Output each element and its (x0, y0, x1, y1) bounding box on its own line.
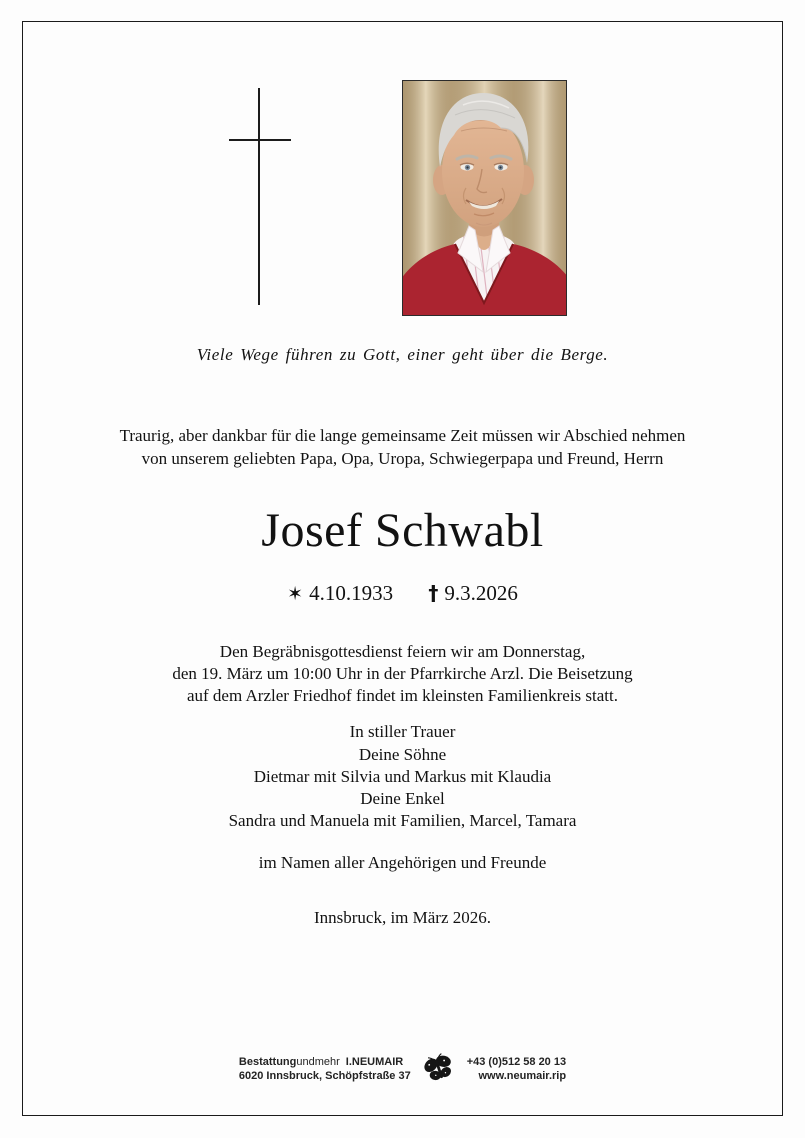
portrait-photo (402, 80, 567, 316)
brand-light-text: undmehr (296, 1056, 340, 1068)
phone-text: +43 (0)512 58 20 13 (466, 1056, 567, 1068)
death-cross-icon: † (428, 581, 439, 605)
family-line: Deine Enkel (360, 789, 445, 808)
birth-date-text: 4.10.1933 (309, 581, 394, 605)
family-line: Deine Söhne (358, 745, 447, 764)
place-and-date: Innsbruck, im März 2026. (313, 908, 492, 927)
address-text: 6020 Innsbruck, Schöpfstraße 37 (238, 1070, 411, 1082)
portrait-illustration (403, 81, 566, 315)
family-line: Sandra und Manuela mit Familien, Marcel, Tamara (228, 811, 577, 830)
death-date (428, 581, 518, 605)
memorial-quote: Viele Wege führen zu Gott, einer geht über die Berge. (196, 345, 609, 364)
brand-name-text: I.NEUMAIR (345, 1056, 404, 1068)
butterfly-logo-icon (422, 1052, 456, 1086)
mourning-closing: im Namen aller Angehörigen und Freunde (258, 853, 547, 872)
birth-date (287, 581, 393, 605)
cross-horizontal-bar (229, 139, 291, 141)
birth-star-icon: ✶ (287, 583, 304, 605)
website-text: www.neumair.rip (478, 1070, 567, 1082)
mourning-header: In stiller Trauer (349, 722, 456, 741)
funeral-line: auf dem Arzler Friedhof findet im kleinsten Familienkreis statt. (186, 686, 619, 705)
brand-line (239, 1055, 411, 1069)
contact-info (467, 1055, 566, 1083)
funeral-line: den 19. März um 10:00 Uhr in der Pfarrkirche Arzl. Die Beisetzung (172, 664, 633, 683)
family-line: Dietmar mit Silvia und Markus mit Klaudia (253, 767, 552, 786)
intro-line: von unserem geliebten Papa, Opa, Uropa, Schwiegerpapa und Freund, Herrn (141, 448, 664, 468)
death-date-text: 9.3.2026 (444, 581, 518, 605)
funeral-line: Den Begräbnisgottesdienst feiern wir am Donnerstag, (219, 642, 586, 661)
intro-text (0, 425, 805, 470)
life-dates (0, 581, 805, 606)
deceased-name: Josef Schwabl (261, 504, 544, 557)
funeral-home-info (239, 1055, 411, 1083)
intro-line: Traurig, aber dankbar für die lange gemeinsame Zeit müssen wir Abschied nehmen (119, 426, 686, 445)
mourning-family-list (0, 744, 805, 832)
funeral-home-footer (0, 1055, 805, 1086)
brand-bold-text: Bestattung (238, 1056, 297, 1068)
cross-vertical-bar (258, 88, 260, 305)
funeral-announcement (0, 641, 805, 707)
